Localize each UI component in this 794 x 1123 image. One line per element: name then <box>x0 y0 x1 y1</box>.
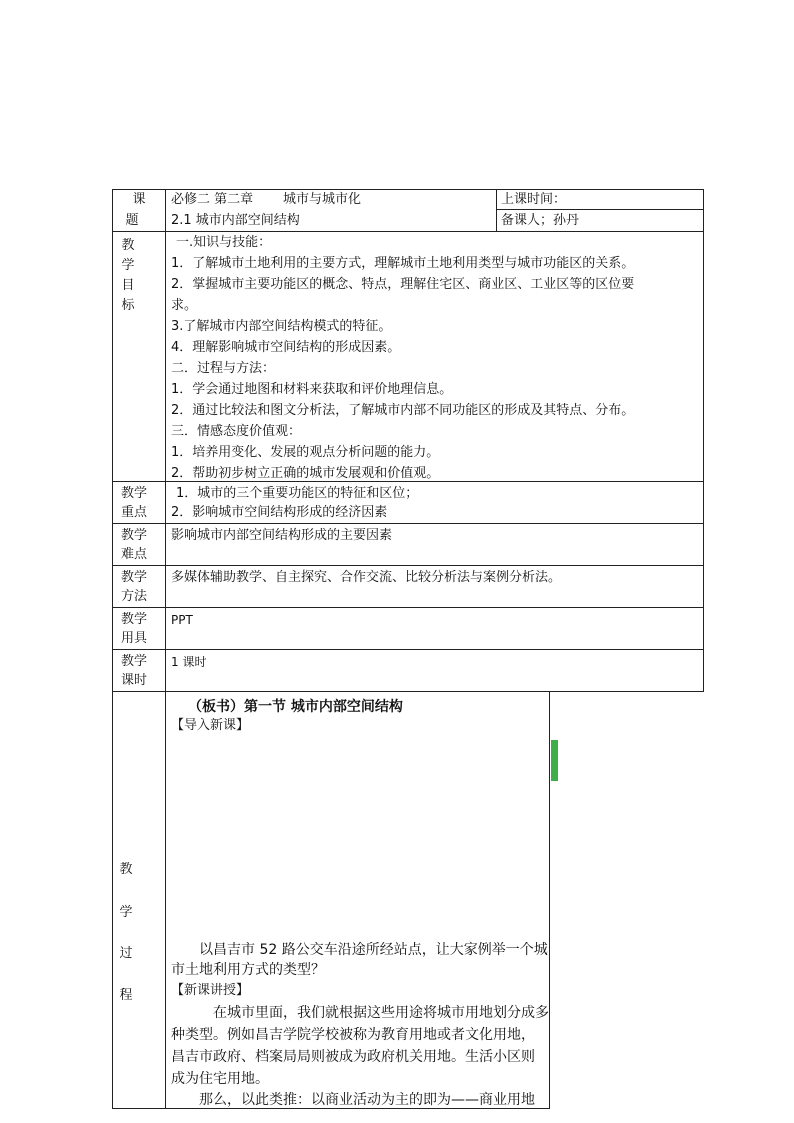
table-line <box>703 189 704 692</box>
table-line <box>112 523 704 524</box>
difficulties-label: 教学 <box>120 528 147 543</box>
paragraph-line: 种类型。例如昌吉学院学校被称为教育用地或者文化用地， <box>171 1027 535 1043</box>
methods-text: 多媒体辅助教学、自主探究、合作交流、比较分析法与案例分析法。 <box>171 570 562 585</box>
objectives-label: 标 <box>121 298 135 313</box>
key-point-line: 2．影响城市空间结构形成的经济因素 <box>171 505 388 520</box>
new-lesson-tag: 【新课讲授】 <box>171 983 250 998</box>
key-points-label: 教学 <box>120 486 147 501</box>
side-marker <box>551 740 558 781</box>
objective-line: 2．帮助初步树立正确的城市发展观和价值观。 <box>171 466 440 481</box>
question-line: 市土地利用方式的类型？ <box>171 962 325 978</box>
tools-text: PPT <box>171 613 193 627</box>
question-line: 以昌吉市 52 路公交车沿途所经站点，让大家例举一个城 <box>199 942 548 958</box>
table-line <box>112 649 704 650</box>
objective-line: 2．通过比较法和图文分析法，了解城市内部不同功能区的形成及其特点、分布。 <box>171 403 635 418</box>
chapter-name: 城市与城市化 <box>283 192 362 207</box>
process-label: 教 <box>119 862 133 877</box>
objective-line: 一.知识与技能： <box>176 235 272 250</box>
tools-label: 用具 <box>120 631 147 646</box>
objective-line: 1．培养用变化、发展的观点分析问题的能力。 <box>171 445 440 460</box>
board-title: （板书）第一节 城市内部空间结构 <box>188 699 403 715</box>
label-ti: 题 <box>125 213 139 228</box>
table-line <box>112 189 113 1109</box>
section-name: 2.1 城市内部空间结构 <box>171 213 300 228</box>
intro-tag: 【导入新课】 <box>171 718 250 733</box>
objective-line: 求。 <box>171 298 198 313</box>
paragraph-line: 在城市里面，我们就根据这些用途将城市用地划分成多 <box>213 1005 549 1021</box>
key-points-label: 重点 <box>120 505 147 520</box>
objectives-label: 学 <box>121 258 135 273</box>
objective-line: 2．掌握城市主要功能区的概念、特点，理解住宅区、商业区、工业区等的区位要 <box>171 277 635 292</box>
table-line <box>112 231 704 232</box>
objective-line: 3.了解城市内部空间结构模式的特征。 <box>171 319 392 334</box>
course-name: 必修二 第二章 <box>171 192 254 207</box>
objective-line: 三．情感态度价值观： <box>171 424 302 439</box>
methods-label: 方法 <box>120 589 147 604</box>
objective-line: 1．学会通过地图和材料来获取和评价地理信息。 <box>171 382 453 397</box>
objectives-label: 教 <box>121 238 135 253</box>
objective-line: 4．理解影响城市空间结构的形成因素。 <box>171 340 401 355</box>
table-line <box>112 691 704 692</box>
label-ke: 课 <box>132 192 146 207</box>
paragraph-line: 昌吉市政府、档案局局则被成为政府机关用地。生活小区则 <box>171 1049 535 1065</box>
table-line <box>496 189 497 232</box>
process-label: 学 <box>119 905 133 920</box>
class-time: 上课时间： <box>501 192 567 207</box>
hours-text: 1 课时 <box>171 655 207 669</box>
hours-label: 教学 <box>120 654 147 669</box>
tools-label: 教学 <box>120 612 147 627</box>
methods-label: 教学 <box>120 570 147 585</box>
table-line <box>112 607 704 608</box>
table-line <box>165 189 166 1109</box>
paragraph-line: 那么，以此类推：以商业活动为主的即为——商业用地 <box>199 1092 535 1108</box>
objective-line: 1．了解城市土地利用的主要方式，理解城市土地利用类型与城市功能区的关系。 <box>171 256 635 271</box>
table-line <box>549 691 550 1109</box>
process-label: 过 <box>119 946 133 961</box>
key-point-line: 1．城市的三个重要功能区的特征和区位； <box>176 486 419 501</box>
objectives-label: 目 <box>121 278 135 293</box>
process-label: 程 <box>119 988 133 1003</box>
difficulties-text: 影响城市内部空间结构形成的主要因素 <box>171 528 393 543</box>
objective-line: 二．过程与方法： <box>171 361 276 376</box>
paragraph-line: 成为住宅用地。 <box>171 1071 269 1087</box>
hours-label: 课时 <box>120 673 147 688</box>
table-line <box>112 565 704 566</box>
difficulties-label: 难点 <box>120 547 147 562</box>
preparer: 备课人；孙丹 <box>501 213 580 228</box>
